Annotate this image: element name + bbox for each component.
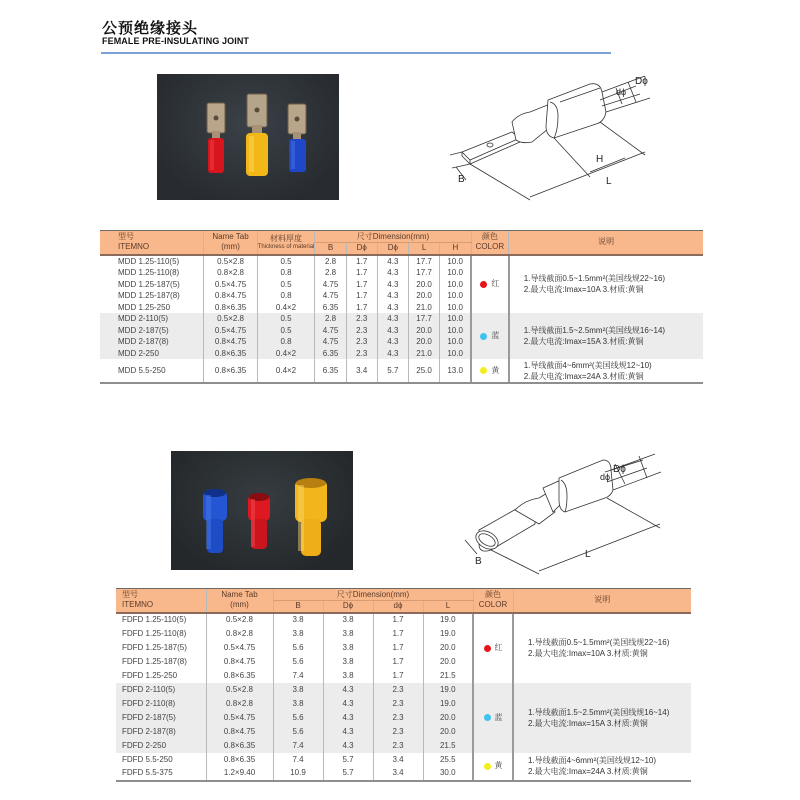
- col-header-B: B: [315, 243, 346, 255]
- female-terminal-spec-table: [116, 588, 691, 782]
- dim-label-H: H: [596, 154, 604, 165]
- dim-label-D: Dϕ: [613, 464, 626, 475]
- dim-label-B: B: [475, 556, 482, 567]
- description-cell: 1.导线截面0.5~1.5mm²(美国线规22~16) 2.最大电流:Imax=10A 3.材质:黄铜: [513, 613, 691, 683]
- table-row: MDD 1.25-187(5) 0.5×4.75 0.5 4.75 1.7 4.3 20.0 10.0: [100, 279, 703, 291]
- table-row: MDD 2-187(5) 0.5×4.75 0.5 4.75 2.3 4.3 20.0 10.0: [100, 325, 703, 337]
- col-header-dphi: dϕ: [373, 601, 423, 613]
- dim-label-d: dϕ: [616, 87, 627, 97]
- red-female-terminal-image: [248, 493, 270, 549]
- dim-label-D: Dϕ: [635, 76, 648, 87]
- table-row: FDFD 2-187(5) 0.5×4.75 5.6 4.3 2.3 20.0: [116, 711, 691, 725]
- red-terminal-image: [207, 103, 225, 173]
- table-row: FDFD 1.25-110(8) 0.8×2.8 3.8 3.8 1.7 19.0: [116, 627, 691, 641]
- red-dot-icon: [484, 645, 491, 652]
- yellow-dot-icon: [484, 763, 491, 770]
- table-row: FDFD 2-110(8) 0.8×2.8 3.8 4.3 2.3 19.0: [116, 697, 691, 711]
- page-title-cn: 公预绝缘接头: [102, 20, 199, 37]
- table-row: FDFD 1.25-187(8) 0.8×4.75 5.6 3.8 1.7 20.0: [116, 655, 691, 669]
- col-header-description: 说明: [513, 589, 691, 613]
- description-cell: 1.导线截面4~6mm²(美国线规12~10) 2.最大电流:Imax=24A 3.材质:黄铜: [509, 359, 703, 383]
- col-header-dimension: 尺寸Dimension(mm): [273, 589, 473, 601]
- col-header-L: L: [423, 601, 473, 613]
- col-header-description: 说明: [509, 231, 703, 255]
- red-dot-icon: [480, 281, 487, 288]
- blue-dot-icon: [480, 333, 487, 340]
- male-terminal-spec-table: [100, 230, 703, 384]
- description-cell: 1.导线截面1.5~2.5mm²(美国线规16~14) 2.最大电流:Imax=15A 3.材质:黄铜: [513, 683, 691, 753]
- table-row: MDD 2-110(5) 0.5×2.8 0.5 2.8 2.3 4.3 17.7 10.0 蓝 1.导线截面1.5~2.5mm²(美国线规16~14) 2.最大电流:Imax=15A 3.材质:黄铜: [100, 313, 703, 325]
- dim-label-B: B: [458, 174, 465, 185]
- dim-label-L: L: [585, 549, 591, 560]
- description-cell: 1.导线截面4~6mm²(美国线规12~10) 2.最大电流:Imax=24A 3.材质:黄铜: [513, 753, 691, 781]
- description-cell: 1.导线截面1.5~2.5mm²(美国线规16~14) 2.最大电流:Imax=15A 3.材质:黄铜: [509, 313, 703, 359]
- table-row: FDFD 1.25-110(5) 0.5×2.8 3.8 3.8 1.7 19.0 红 1.导线截面0.5~1.5mm²(美国线规22~16) 2.最大电流:Imax=10A 3.材质:黄铜: [116, 613, 691, 627]
- color-cell-yellow: 黄: [471, 359, 509, 383]
- col-header-name-tab: Name Tab (mm): [206, 589, 273, 613]
- blue-dot-icon: [484, 714, 491, 721]
- col-header-Dphi: Dϕ: [323, 601, 373, 613]
- table-row: FDFD 2-187(8) 0.8×4.75 5.6 4.3 2.3 20.0: [116, 725, 691, 739]
- col-header-Dphi-2: Dϕ: [377, 243, 408, 255]
- col-header-B: B: [273, 601, 323, 613]
- yellow-dot-icon: [480, 367, 487, 374]
- col-header-item: 型号 ITEMNO: [116, 589, 206, 613]
- col-header-color: 颜色 COLOR: [471, 231, 509, 255]
- table-row: MDD 5.5-250 0.8×6.35 0.4×2 6.35 3.4 5.7 25.0 13.0 黄 1.导线截面4~6mm²(美国线规12~10) 2.最大电流:Imax=24A 3.材质:黄铜: [100, 359, 703, 383]
- product-photo-female-terminals: [171, 451, 353, 570]
- table-row: FDFD 5.5-375 1.2×9.40 10.9 5.7 3.4 30.0: [116, 767, 691, 781]
- col-header-H: H: [440, 243, 471, 255]
- title-divider: [101, 52, 611, 54]
- product-photo-male-terminals: [157, 74, 339, 200]
- blue-female-terminal-image: [203, 489, 227, 553]
- color-cell-blue: 蓝: [471, 313, 509, 359]
- dim-label-L: L: [606, 176, 612, 187]
- col-header-item: 型号 ITEMNO: [100, 231, 204, 255]
- color-cell-blue: 蓝: [473, 683, 513, 753]
- color-cell-red: 红: [473, 613, 513, 683]
- color-cell-red: 红: [471, 255, 509, 314]
- col-header-dimension: 尺寸Dimension(mm): [315, 231, 471, 243]
- table-row: MDD 1.25-250 0.8×6.35 0.4×2 6.35 1.7 4.3 21.0 10.0: [100, 302, 703, 314]
- table-row: FDFD 1.25-187(5) 0.5×4.75 5.6 3.8 1.7 20.0: [116, 641, 691, 655]
- female-terminal-dimension-diagram: [455, 440, 675, 575]
- description-cell: 1.导线截面0.5~1.5mm²(美国线规22~16) 2.最大电流:Imax=10A 3.材质:黄铜: [509, 255, 703, 314]
- blue-terminal-image: [288, 104, 306, 172]
- col-header-name-tab: Name Tab (mm): [204, 231, 257, 255]
- table-row: FDFD 2-110(5) 0.5×2.8 3.8 4.3 2.3 19.0 蓝 1.导线截面1.5~2.5mm²(美国线规16~14) 2.最大电流:Imax=15A 3.材质:黄铜: [116, 683, 691, 697]
- page-title-en: FEMALE PRE-INSULATING JOINT: [102, 36, 250, 46]
- table-row: MDD 1.25-187(8) 0.8×4.75 0.8 4.75 1.7 4.3 20.0 10.0: [100, 290, 703, 302]
- table-row: FDFD 1.25-250 0.8×6.35 7.4 3.8 1.7 21.5: [116, 669, 691, 683]
- table-row: MDD 1.25-110(5) 0.5×2.8 0.5 2.8 1.7 4.3 17.7 10.0 红 1.导线截面0.5~1.5mm²(美国线规22~16) 2.最大电流:Imax=10A 3.材质:黄铜: [100, 255, 703, 268]
- dim-label-d: dϕ: [600, 472, 611, 482]
- table-row: MDD 2-187(8) 0.8×4.75 0.8 4.75 2.3 4.3 20.0 10.0: [100, 336, 703, 348]
- male-terminal-dimension-diagram: [450, 72, 660, 207]
- yellow-terminal-image: [246, 94, 268, 176]
- table-row: MDD 1.25-110(8) 0.8×2.8 0.8 2.8 1.7 4.3 17.7 10.0: [100, 267, 703, 279]
- col-header-thickness: 材料厚度 Thickness of material: [257, 231, 315, 255]
- table-row: FDFD 2-250 0.8×6.35 7.4 4.3 2.3 21.5: [116, 739, 691, 753]
- col-header-L: L: [408, 243, 439, 255]
- table-row: MDD 2-250 0.8×6.35 0.4×2 6.35 2.3 4.3 21.0 10.0: [100, 348, 703, 360]
- yellow-female-terminal-image: [295, 478, 327, 556]
- color-cell-yellow: 黄: [473, 753, 513, 781]
- table-row: FDFD 5.5-250 0.8×6.35 7.4 5.7 3.4 25.5 黄 1.导线截面4~6mm²(美国线规12~10) 2.最大电流:Imax=24A 3.材质:黄铜: [116, 753, 691, 767]
- col-header-Dphi: Dϕ: [346, 243, 377, 255]
- col-header-color: 颜色 COLOR: [473, 589, 513, 613]
